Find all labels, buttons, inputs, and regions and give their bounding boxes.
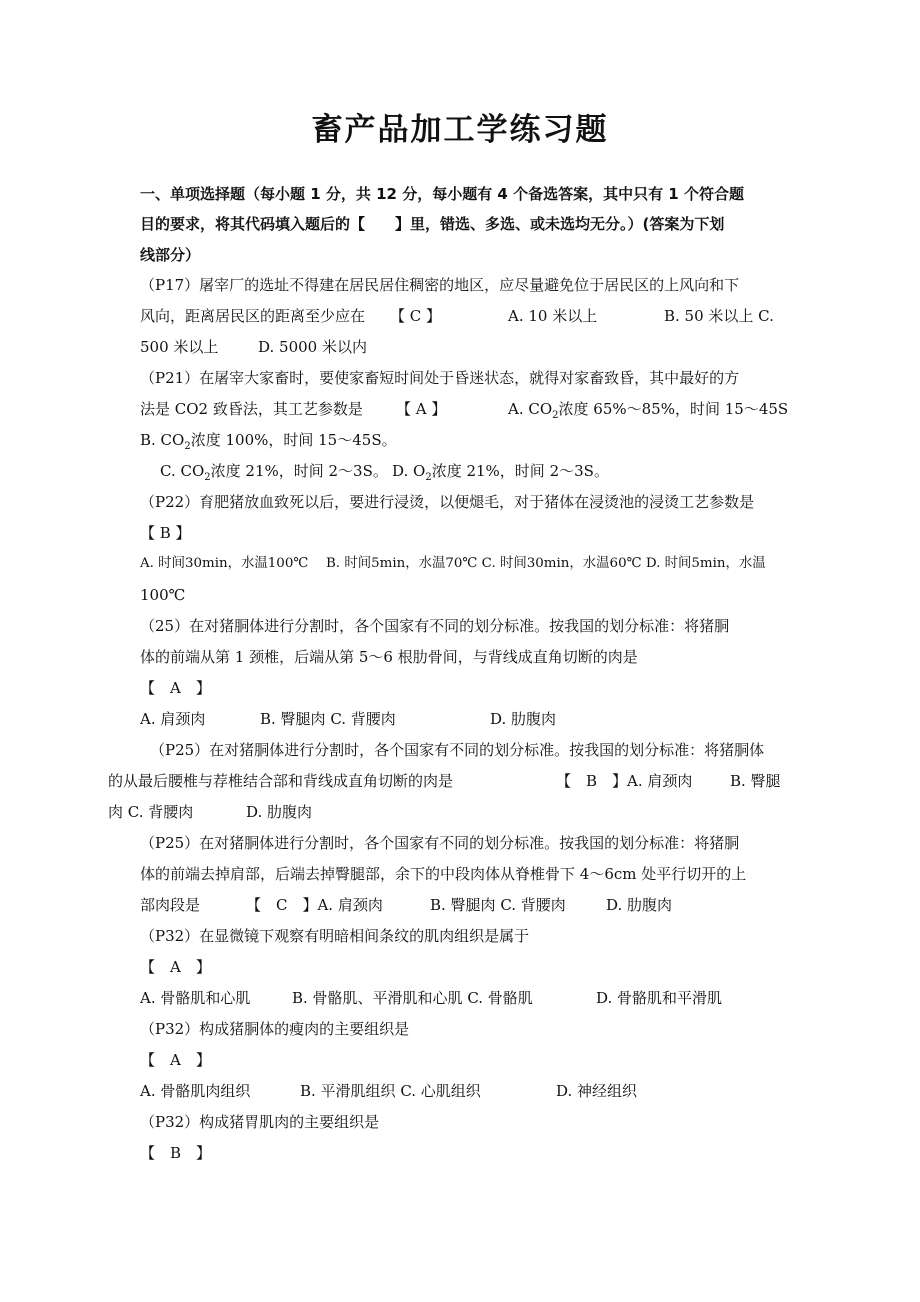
- q7-answer: 【 A 】: [140, 958, 211, 976]
- q3-options-cont: 100℃: [140, 586, 186, 604]
- q6-line-1: （P25）在对猪胴体进行分割时，各个国家有不同的划分标准。按我国的划分标准：将猪胴: [140, 834, 740, 852]
- q9-answer: 【 B 】: [140, 1144, 212, 1162]
- q4-line-2: 体的前端从第 1 颈椎，后端从第 5～6 根肋骨间，与背线成直角切断的肉是: [140, 648, 638, 666]
- q3-answer: 【 B 】: [140, 524, 191, 542]
- q1-line-2: 风向，距离居民区的距离至少应在: [140, 307, 366, 325]
- q5-answer: 【 B 】A. 肩颈肉: [556, 772, 693, 790]
- q6-option-d: D. 肋腹肉: [606, 896, 673, 914]
- q3-line-1: （P22）育肥猪放血致死以后，要进行浸烫，以便煺毛，对于猪体在浸烫池的浸烫工艺参数是: [140, 493, 755, 511]
- q7-option-a: A. 骨骼肌和心肌: [140, 989, 251, 1007]
- q4-line-1: （25）在对猪胴体进行分割时，各个国家有不同的划分标准。按我国的划分标准：将猪胴: [140, 617, 730, 635]
- q1-answer: 【 C 】: [390, 307, 442, 325]
- q8-option-a: A. 骨骼肌肉组织: [140, 1082, 251, 1100]
- q1-option-d: D. 5000 米以内: [258, 338, 367, 356]
- q1-option-c: 500 米以上: [140, 338, 219, 356]
- q6-line-3: 部肉段是: [140, 896, 201, 914]
- q1-line-1: （P17）屠宰厂的选址不得建在居民居住稠密的地区，应尽量避免位于居民区的上风向和下: [140, 276, 740, 294]
- q7-option-d: D. 骨骼肌和平滑肌: [596, 989, 723, 1007]
- section-heading-line-3: 线部分）: [140, 246, 201, 264]
- q5-option-c: 肉 C. 背腰肉: [108, 803, 194, 821]
- q8-line-1: （P32）构成猪胴体的瘦肉的主要组织是: [140, 1020, 410, 1038]
- section-heading-line-2: 目的要求，将其代码填入题后的【 】里，错选、多选、或未选均无分。）(答案为下划: [140, 215, 725, 233]
- page-title: 畜产品加工学练习题: [311, 112, 609, 148]
- q1-option-b: B. 50 米以上 C.: [664, 307, 774, 325]
- q2-option-b: B. $CO_2$浓度 100%，时间 15～45S。: [140, 431, 397, 452]
- q4-option-b: B. 臀腿肉 C. 背腰肉: [260, 710, 396, 728]
- q6-option-b: B. 臀腿肉 C. 背腰肉: [430, 896, 566, 914]
- q4-option-d: D. 肋腹肉: [490, 710, 557, 728]
- q2-option-a: A. $CO_2$浓度 65%～85%，时间 15～45S: [508, 400, 789, 421]
- q5-option-b: B. 臀腿: [730, 772, 781, 790]
- q8-option-d: D. 神经组织: [556, 1082, 638, 1100]
- q2-line-2: 法是 CO2 致昏法，其工艺参数是: [140, 400, 363, 418]
- q4-option-a: A. 肩颈肉: [140, 710, 206, 728]
- q2-line-1: （P21）在屠宰大家畜时，要使家畜短时间处于昏迷状态，就得对家畜致昏，其中最好的方: [140, 369, 740, 387]
- q3-options: A. 时间30min，水温100℃ B. 时间5min，水温70℃ C. 时间30min，水温60℃ D. 时间5min，水温: [140, 556, 766, 571]
- q2-option-c: C. $CO_2$浓度 21%，时间 2～3S。: [160, 462, 388, 483]
- q8-answer: 【 A 】: [140, 1051, 211, 1069]
- q4-answer: 【 A 】: [140, 679, 211, 697]
- q9-line-1: （P32）构成猪胃肌肉的主要组织是: [140, 1113, 380, 1131]
- q7-line-1: （P32）在显微镜下观察有明暗相间条纹的肌肉组织是属于: [140, 927, 530, 945]
- q7-option-b: B. 骨骼肌、平滑肌和心肌 C. 骨骼肌: [292, 989, 533, 1007]
- q8-option-b: B. 平滑肌组织 C. 心肌组织: [300, 1082, 481, 1100]
- q2-answer: 【 A 】: [396, 400, 447, 418]
- section-heading-line-1: 一、单项选择题（每小题 1 分，共 12 分，每小题有 4 个备选答案，其中只有 1 个符合题: [140, 185, 744, 203]
- q6-line-2: 体的前端去掉肩部，后端去掉臀腿部，余下的中段肉体从脊椎骨下 4～6cm 处平行切开的上: [140, 865, 747, 883]
- q1-option-a: A. 10 米以上: [508, 307, 598, 325]
- q5-option-d: D. 肋腹肉: [246, 803, 313, 821]
- q6-answer: 【 C 】A. 肩颈肉: [246, 896, 383, 914]
- q5-line-1: （P25）在对猪胴体进行分割时，各个国家有不同的划分标准。按我国的划分标准：将猪胴体: [150, 741, 765, 759]
- q5-line-2: 的从最后腰椎与荐椎结合部和背线成直角切断的肉是: [108, 772, 454, 790]
- q2-option-d: D. $O_2$浓度 21%，时间 2～3S。: [392, 462, 609, 483]
